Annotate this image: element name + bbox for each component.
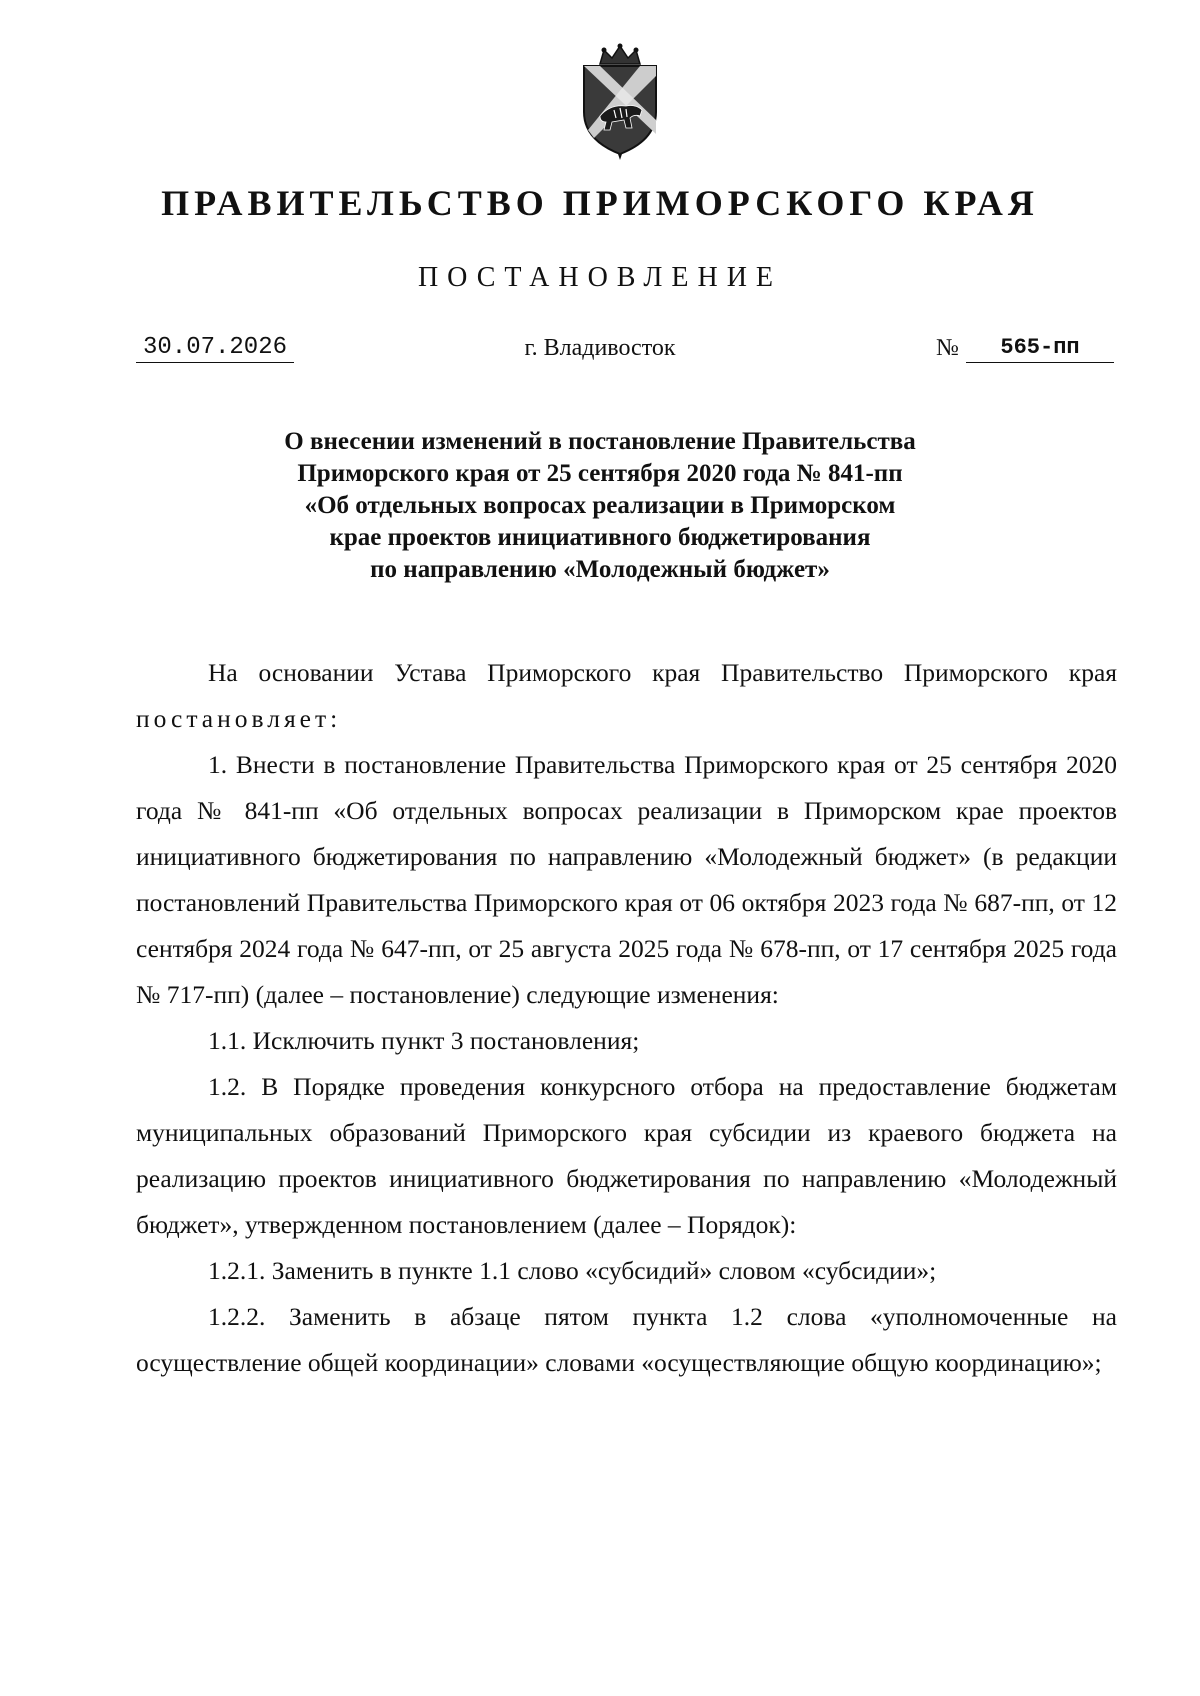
paragraph-1: 1. Внести в постановление Правительства Приморского края от 25 сентября 2020 года № 841-пп «Об отдельных вопросах реализации в Приморском крае проектов инициативного бюджетирования по направлению «Молодежный бюджет» (в редакции постановлений Правительства Приморского края от 06 октября 2023 года № 687-пп, от 12 сентября 2024 года № 647-пп, от 25 августа 2025 года № 678-пп, от 17 сентября 2025 года № 717-пп) (далее – постановление) следующие изменения: bbox=[136, 750, 1117, 1009]
document-city: г. Владивосток bbox=[524, 335, 676, 361]
document-number: 565-пп bbox=[966, 334, 1114, 363]
document-subject bbox=[150, 426, 1050, 586]
intro-paragraph bbox=[136, 650, 1117, 742]
subject-line: О внесении изменений в постановление Правительства bbox=[284, 428, 916, 455]
document-type: ПОСТАНОВЛЕНИЕ bbox=[417, 262, 783, 293]
subject-line: «Об отдельных вопросах реализации в Приморском bbox=[304, 492, 896, 519]
intro-text: На основании Устава Приморского края Правительство Приморского края bbox=[208, 658, 1117, 687]
document-number-label: № bbox=[936, 335, 959, 361]
paragraph-1-2-2: 1.2.2. Заменить в абзаце пятом пункта 1.2 слова «уполномоченные на осуществление общей координации» словами «осуществляющие общую координацию»; bbox=[136, 1302, 1117, 1377]
document-date: 30.07.2026 bbox=[136, 334, 294, 363]
subject-line: по направлению «Молодежный бюджет» bbox=[370, 556, 830, 583]
coat-of-arms-emblem-icon bbox=[570, 42, 670, 162]
paragraph-1-2: 1.2. В Порядке проведения конкурсного отбора на предоставление бюджетам муниципальных образований Приморского края субсидии из краевого бюджета на реализацию проектов инициативного бюджетирования по направлению «Молодежный бюджет», утвержденном постановлением (далее – Порядок): bbox=[136, 1072, 1117, 1239]
document-body bbox=[136, 650, 1117, 1386]
subject-line: крае проектов инициативного бюджетирования bbox=[329, 524, 871, 551]
subject-line: Приморского края от 25 сентября 2020 года № 841-пп bbox=[297, 460, 903, 487]
intro-keyword: постановляет: bbox=[136, 704, 342, 733]
government-title: ПРАВИТЕЛЬСТВО ПРИМОРСКОГО КРАЯ bbox=[161, 183, 1039, 223]
paragraph-1-2-1: 1.2.1. Заменить в пункте 1.1 слово «субсидий» словом «субсидии»; bbox=[208, 1256, 937, 1285]
paragraph-1-1: 1.1. Исключить пункт 3 постановления; bbox=[208, 1026, 640, 1055]
